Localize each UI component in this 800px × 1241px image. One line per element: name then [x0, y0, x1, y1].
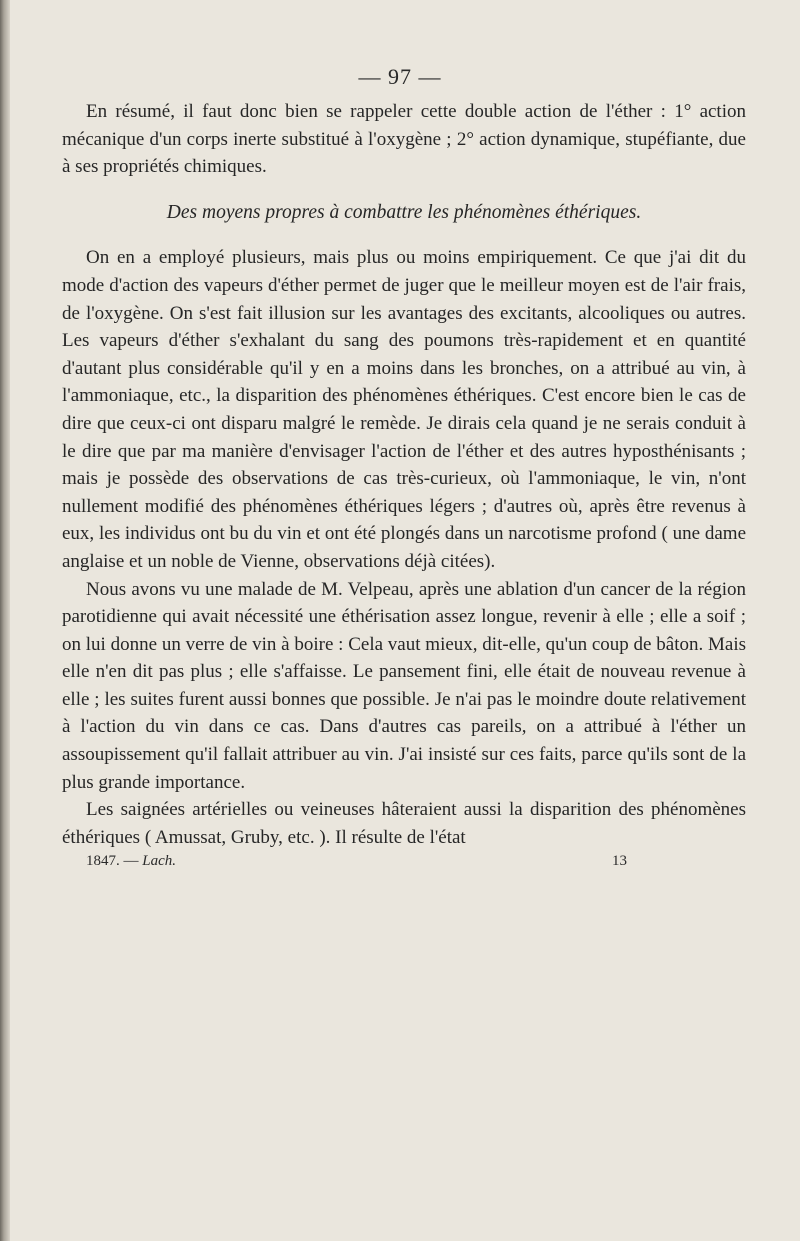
- paragraph-methods: On en a employé plusieurs, mais plus ou moins empiriquement. Ce que j'ai dit du mode d'action des vapeurs d'éther permet de juger que le meilleur moyen est de l'air frais, de l'oxygène. On s'est fait illusion sur les avantages des excitants, alcooliques ou autres. Les vapeurs d'éther s'exhalant du sang des poumons très-rapidement et en quantité d'autant plus considérable qu'il y en a moins dans les bronches, on a attribué au vin, à l'ammoniaque, etc., la disparition des phénomènes éthériques. C'est encore bien le cas de dire que ceux-ci ont disparu malgré le remède. Je dirais cela quand je ne serais conduit à le dire que par ma manière d'envisager l'action de l'éther et des autres hyposthénisants ; mais je possède des observations de cas très-curieux, où l'ammoniaque, le vin, n'ont nullement modifié des phénomènes éthériques légers ; d'autres où, après être revenus à eux, les individus ont bu du vin et ont été plongés dans un narcotisme profond ( une dame anglaise et un noble de Vienne, observations déjà citées).: [62, 247, 746, 572]
- sheet-number: 13: [612, 853, 627, 869]
- binding-edge: [0, 0, 10, 1241]
- paragraph-velpeau-case: Nous avons vu une malade de M. Velpeau, après une ablation d'un cancer de la région parotidienne qui avait nécessité une éthérisation assez longue, revenir à elle ; elle a soif ; on lui donne un verre de vin à boire : Cela vaut mieux, dit-elle, qu'un coup de bâton. Mais elle n'en dit pas plus ; elle s'affaisse. Le pansement fini, elle était de nouveau revenue à elle ; les suites furent aussi bonnes que possible. Je n'ai pas le moindre doute relativement à l'action du vin dans ce cas. Dans d'autres cas pareils, on a attribué à l'éther un assoupissement qu'il fallait attribuer au vin. J'ai insisté sur ces faits, parce qu'ils sont de la plus grande importance.: [62, 578, 746, 793]
- paragraph-summary: En résumé, il faut donc bien se rappeler cette double action de l'éther : 1° action mécanique d'un corps inerte substitué à l'oxygène ; 2° action dynamique, stupéfiante, due à ses propriétés chimiques.: [62, 101, 746, 178]
- section-heading: Des moyens propres à combattre les phénomènes éthériques.: [166, 201, 642, 223]
- footer-signature: [86, 853, 176, 870]
- body-text: [62, 98, 746, 851]
- page-number: — 97 —: [358, 64, 442, 89]
- paragraph-bloodletting: Les saignées artérielles ou veineuses hâteraient aussi la disparition des phénomènes éthériques ( Amussat, Gruby, etc. ). Il résulte de l'état: [62, 799, 746, 848]
- footer-year: 1847. —: [86, 853, 139, 869]
- footer-name: Lach.: [142, 853, 176, 869]
